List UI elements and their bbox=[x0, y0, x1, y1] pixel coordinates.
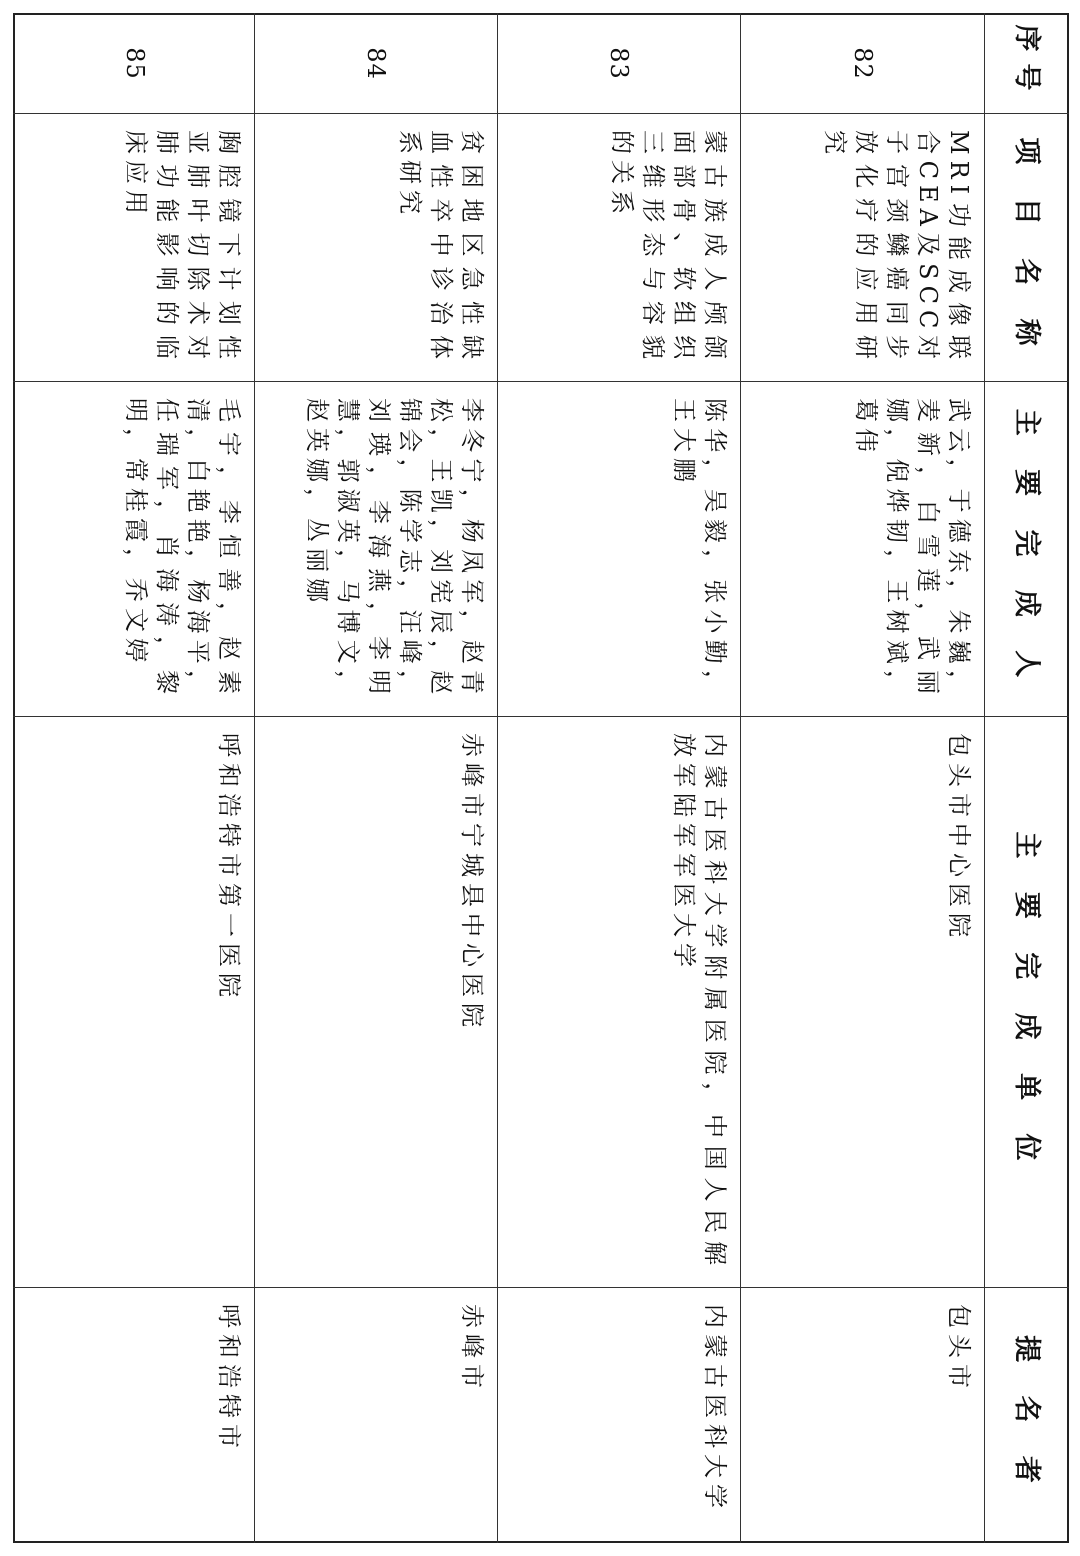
row-82-nominator-cell bbox=[741, 1288, 984, 1542]
header-seq-cell bbox=[985, 14, 1068, 113]
row-83-completers: 陈华，吴毅，张小勤，王大鹏 bbox=[670, 398, 729, 700]
row-84-seq: 84 bbox=[362, 47, 391, 80]
row-84-seq-cell bbox=[255, 14, 497, 113]
header-project: 项 目 名 称 bbox=[1011, 137, 1042, 358]
row-84-nominator-cell bbox=[255, 1288, 497, 1542]
row-85-seq: 85 bbox=[121, 47, 149, 80]
row-85-units: 呼和浩特市第一医院 bbox=[215, 733, 243, 1003]
row-84-project: 贫困地区急性缺血性卒中诊治体系研究 bbox=[396, 130, 486, 365]
row-82-completers-cell bbox=[741, 382, 984, 716]
row-84-nominator: 赤峰市 bbox=[458, 1304, 486, 1394]
row-82-project: MRI功能成像联合CEA及SCC对子宫颈鳞癌同步放化疗的应用研究 bbox=[821, 130, 973, 365]
row-84-completers: 李冬宁，杨凤军，赵青松，王凯，刘宪辰，赵锦会，陈学志，汪峰，刘瑛，李海燕，李明慧，郭淑英，马博文，赵英娜，丛丽娜 bbox=[303, 398, 486, 700]
header-units-cell bbox=[985, 717, 1068, 1287]
row-82-seq: 82 bbox=[849, 47, 877, 80]
header-seq: 序号 bbox=[1011, 24, 1042, 103]
row-83-units: 内蒙古医科大学附属医院，中国人民解放军陆军军医大学 bbox=[670, 733, 729, 1271]
row-84-units: 赤峰市宁城县中心医院 bbox=[458, 733, 486, 1033]
row-85-project: 胸腔镜下计划性亚肺叶切除术对肺功能影响的临床应用 bbox=[122, 130, 243, 365]
row-82-units: 包头市中心医院 bbox=[945, 733, 973, 943]
row-83-seq-cell bbox=[498, 14, 740, 113]
row-85-nominator-cell bbox=[15, 1288, 254, 1542]
row-85-completers-cell bbox=[15, 382, 254, 716]
row-85-seq-cell bbox=[15, 14, 254, 113]
row-84-units-cell bbox=[255, 717, 497, 1287]
header-project-cell bbox=[985, 114, 1068, 381]
row-85-units-cell bbox=[15, 717, 254, 1287]
header-units: 主 要 完 成 单 位 bbox=[1011, 831, 1042, 1173]
row-83-units-cell bbox=[498, 717, 740, 1287]
header-nominator: 提 名 者 bbox=[1011, 1335, 1042, 1495]
header-nominator-cell bbox=[985, 1288, 1068, 1542]
row-82-completers: 武云，于德东，朱巍，麦新，白雪莲，武丽娜，倪烨韧，王树斌，葛伟 bbox=[852, 398, 973, 700]
row-83-nominator: 内蒙古医科大学 bbox=[701, 1304, 729, 1514]
row-82-nominator: 包头市 bbox=[945, 1304, 973, 1394]
header-completers-cell bbox=[985, 382, 1068, 716]
row-83-seq: 83 bbox=[605, 47, 634, 80]
row-83-completers-cell bbox=[498, 382, 740, 716]
row-83-project: 蒙古族成人颅颌面部骨、软组织三维形态与容貌的关系 bbox=[608, 130, 729, 365]
row-83-nominator-cell bbox=[498, 1288, 740, 1542]
row-82-units-cell bbox=[741, 717, 984, 1287]
row-82-seq-cell bbox=[741, 14, 984, 113]
row-85-nominator: 呼和浩特市 bbox=[215, 1304, 243, 1454]
row-84-completers-cell bbox=[255, 382, 497, 716]
row-85-completers: 毛宇，李恒善，赵素清，白艳艳，杨海平，任瑞军，肖海涛，黎明，常桂霞，乔文婷 bbox=[122, 398, 243, 700]
row-82-project-cell bbox=[741, 114, 984, 381]
row-83-project-cell bbox=[498, 114, 740, 381]
row-84-project-cell bbox=[255, 114, 497, 381]
row-85-project-cell bbox=[15, 114, 254, 381]
header-completers: 主 要 完 成 人 bbox=[1011, 408, 1042, 690]
